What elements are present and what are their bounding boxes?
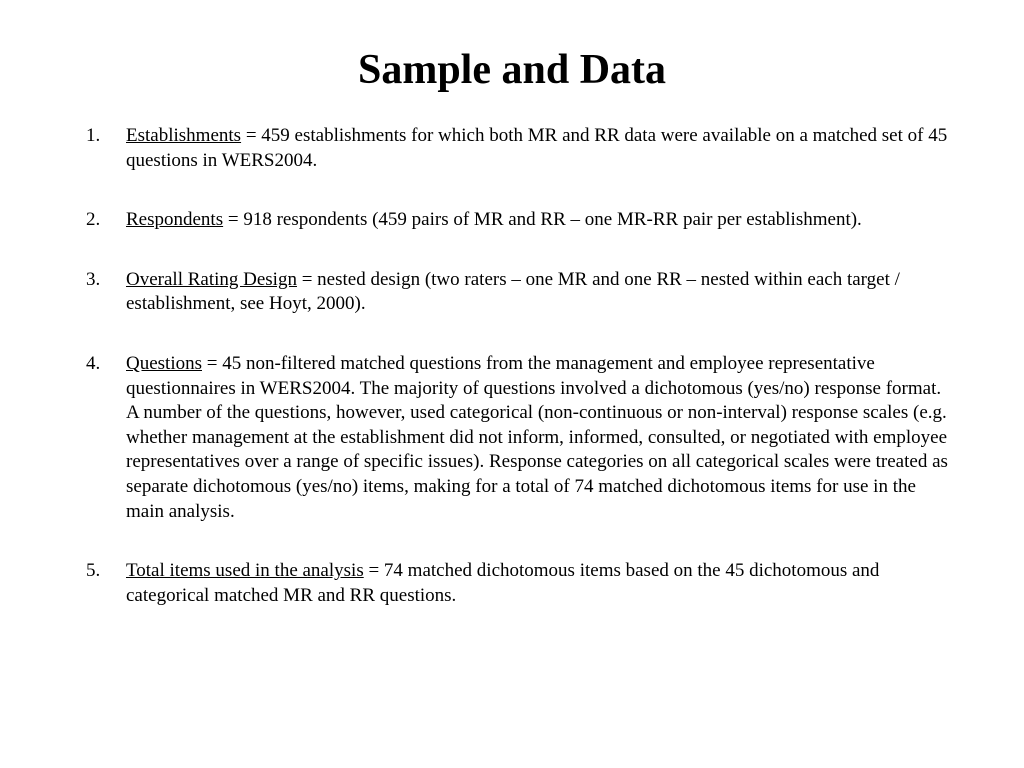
list-item <box>86 124 956 173</box>
item-number: 4. <box>86 352 101 374</box>
list-item <box>86 559 956 608</box>
item-number: 3. <box>86 268 101 290</box>
item-text: = nested design (two raters – one MR and one RR – nested within each target / establishment, see Hoyt, 2000). <box>126 268 900 315</box>
item-term: Overall Rating Design <box>126 268 297 290</box>
item-term: Establishments <box>126 125 242 146</box>
item-number: 2. <box>86 209 101 231</box>
item-text: = 918 respondents (459 pairs of MR and RR – one MR-RR pair per establishment). <box>223 209 862 231</box>
item-number: 5. <box>86 560 101 582</box>
item-text: = 45 non-filtered matched questions from the management and employee representative questionnaires in WERS2004. The majority of questions involved a dichotomous (yes/no) response format. A number of the questions, however, used categorical (non-continuous or non-interval) response scales (e.g. whether management at the establishment did not inform, informed, consulted, or negotiated with employee representatives over a range of specific issues). Response categories on all categorical scales were treated as separate dichotomous (yes/no) items, making for a total of 74 matched dichotomous items for use in the main analysis. <box>126 352 948 522</box>
item-term: Total items used in the analysis <box>126 560 364 582</box>
item-text: = 74 matched dichotomous items based on the 45 dichotomous and categorical matched MR and RR questions. <box>126 560 880 606</box>
numbered-list <box>86 124 956 643</box>
item-term: Questions <box>126 352 202 374</box>
item-text: = 459 establishments for which both MR and RR data were available on a matched set of 45 questions in WERS2004. <box>126 125 948 171</box>
list-item <box>86 208 956 233</box>
item-term: Respondents <box>126 209 224 231</box>
list-item <box>86 268 956 317</box>
item-number: 1. <box>86 125 101 146</box>
slide-title: Sample and Data <box>357 47 667 93</box>
list-item <box>86 352 956 524</box>
